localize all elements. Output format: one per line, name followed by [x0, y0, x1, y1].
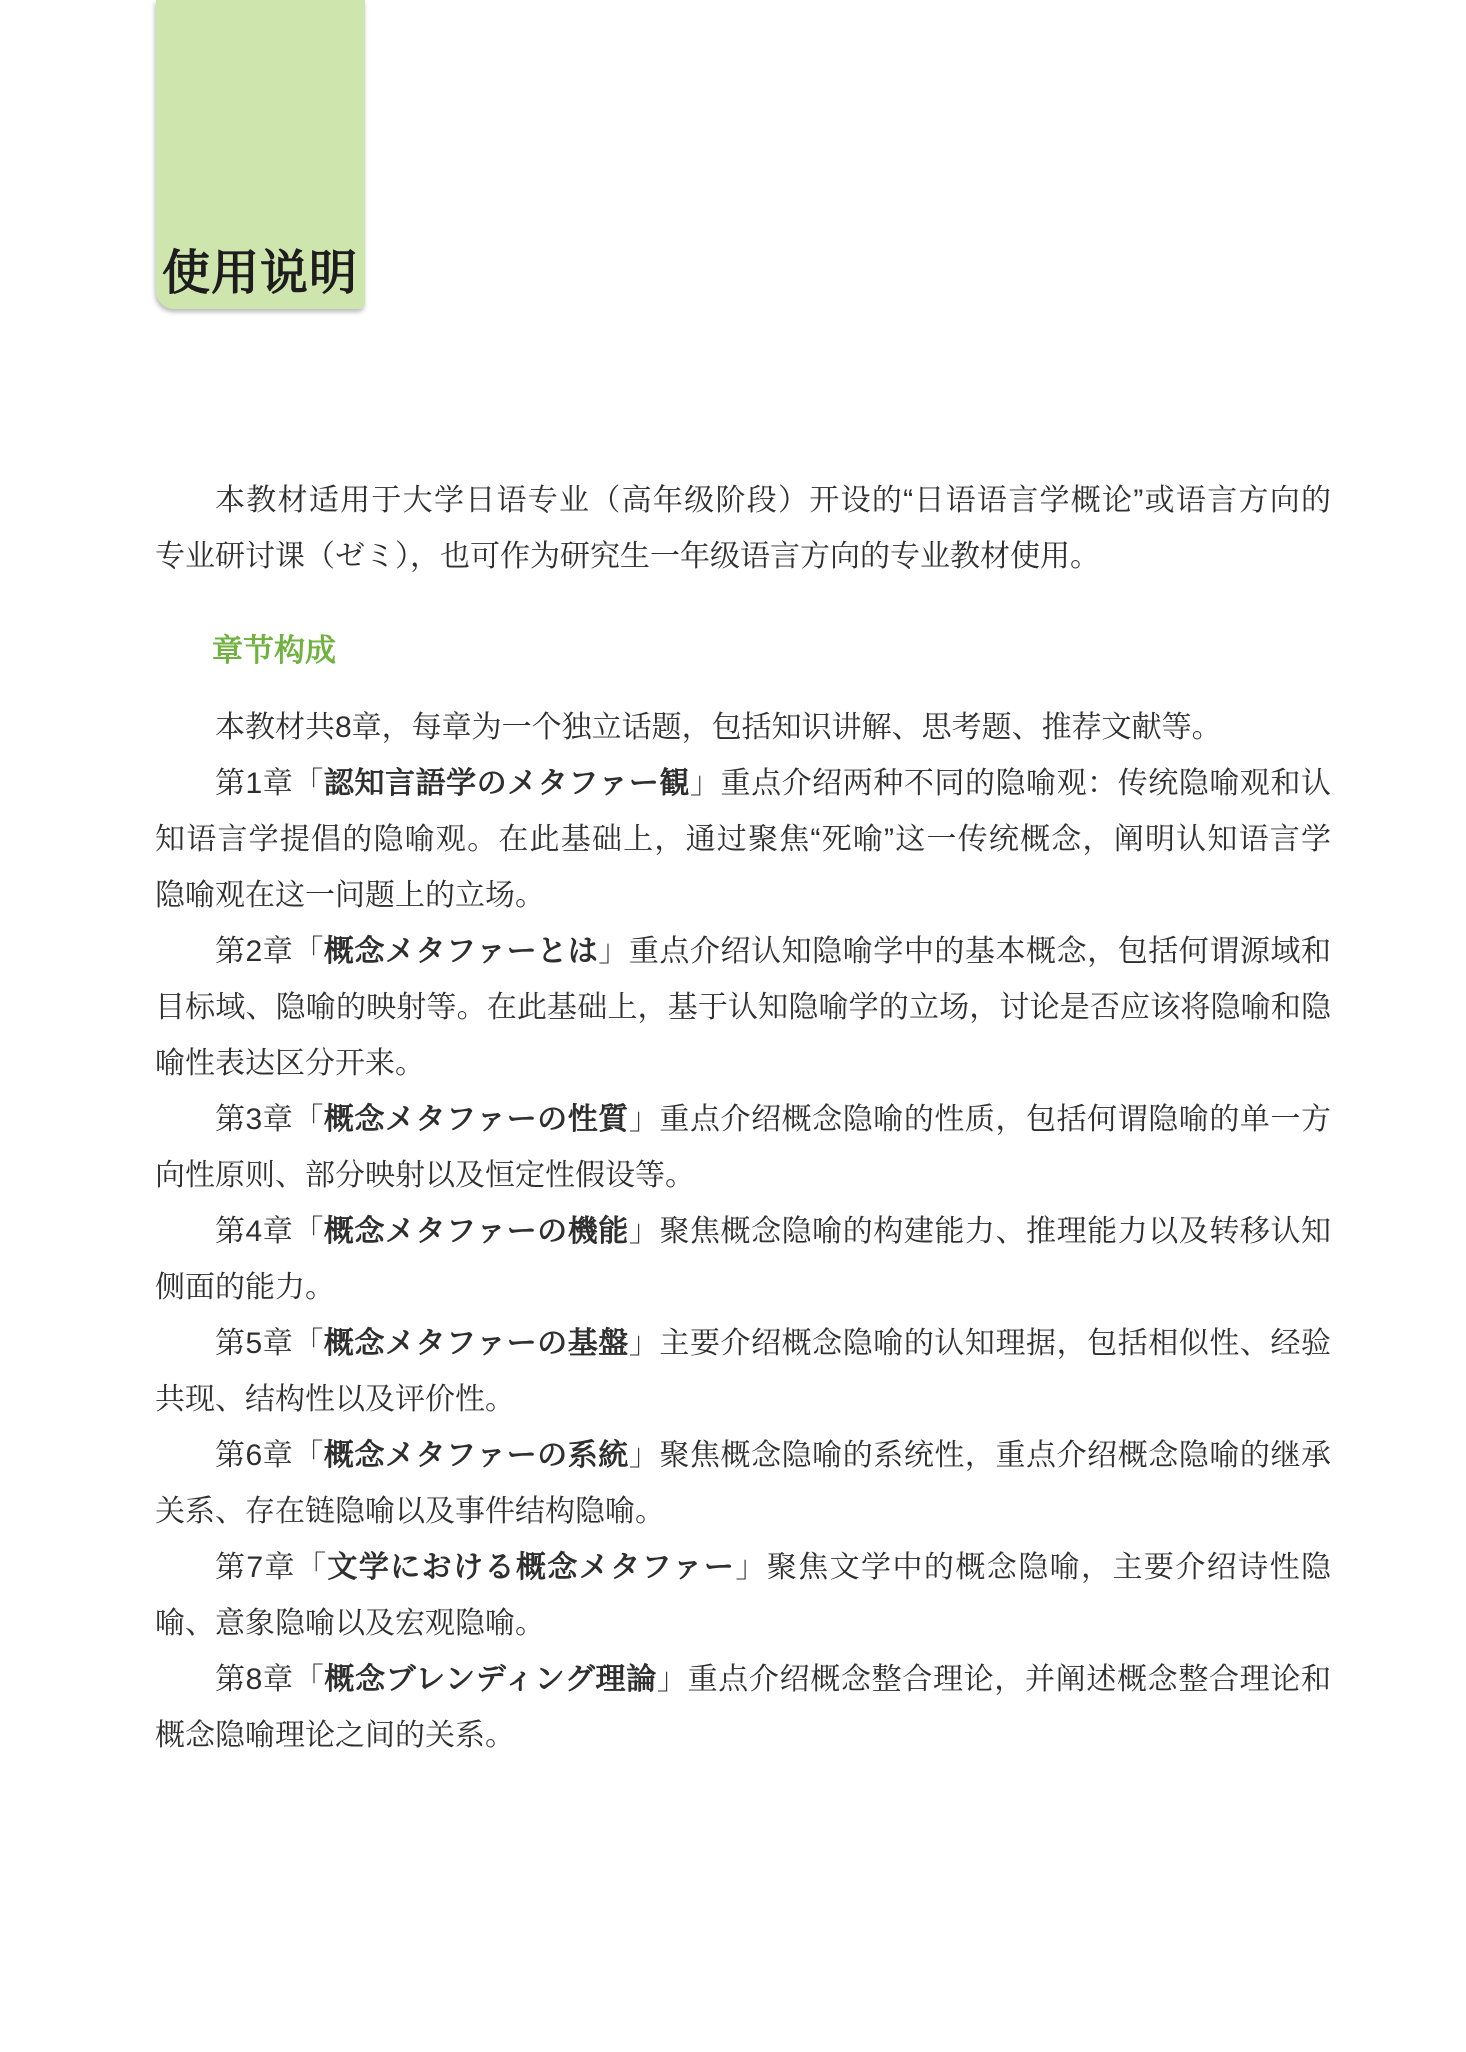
- chapter-paragraph: [155, 1316, 1331, 1428]
- chapter-number: 第5章: [215, 1327, 294, 1360]
- jp-bracket-close: 」: [598, 935, 629, 968]
- chapter-number: 第2章: [215, 935, 294, 968]
- chapter-number: 第7章: [215, 1551, 296, 1584]
- chapter-number: 第1章: [215, 767, 294, 800]
- chapter-line: 侧面的能力。: [155, 1271, 335, 1304]
- chapter-line: 喻、意象隐喻以及宏观隐喻。: [155, 1607, 545, 1640]
- overview-line: 本教材共8章，每章为一个独立话题，包括知识讲解、思考题、推荐文献等。: [215, 711, 1222, 744]
- chapter-line: 向性原则、部分映射以及恒定性假设等。: [155, 1159, 695, 1192]
- overview-paragraph: [155, 700, 1331, 756]
- chapter-first-line: [155, 1540, 1331, 1596]
- chapter-title-jp: 概念メタファーとは: [323, 935, 599, 968]
- chapter-paragraph: [155, 924, 1331, 1092]
- intro-line: 本教材适用于大学日语专业（高年级阶段）开设的“日语语言学概论”或语言方向的: [215, 484, 1331, 517]
- chapter-title-jp: 概念メタファーの基盤: [323, 1327, 629, 1360]
- chapter-paragraph: [155, 1204, 1331, 1316]
- chapter-title-jp: 概念メタファーの機能: [323, 1215, 629, 1248]
- jp-bracket-open: 「: [293, 1215, 324, 1248]
- jp-bracket-close: 」: [628, 1439, 660, 1472]
- chapter-first-line: [155, 756, 1331, 812]
- chapter-number: 第4章: [215, 1215, 294, 1248]
- chapter-number: 第3章: [215, 1103, 294, 1136]
- jp-bracket-open: 「: [293, 935, 324, 968]
- chapter-paragraph: [155, 1092, 1331, 1204]
- chapter-title-jp: 文学における概念メタファー: [327, 1551, 736, 1584]
- chapter-line: 目标域、隐喻的映射等。在此基础上，基于认知隐喻学的立场，讨论是否应该将隐喻和隐: [155, 991, 1331, 1024]
- section-heading: 章节构成: [212, 633, 336, 668]
- intro-line: 专业研讨课（ゼミ），也可作为研究生一年级语言方向的专业教材使用。: [155, 540, 1100, 573]
- chapter-first-line: [155, 1204, 1331, 1260]
- jp-bracket-close: 」: [735, 1551, 767, 1584]
- chapter-number: 第8章: [215, 1663, 294, 1696]
- chapter-paragraph: [155, 1428, 1331, 1540]
- chapter-desc-start: 聚焦文学中的概念隐喻，主要介绍诗性隐: [766, 1551, 1331, 1584]
- chapter-title-jp: 概念ブレンディング理論: [324, 1663, 657, 1696]
- jp-bracket-open: 「: [293, 1103, 324, 1136]
- chapter-title-jp: 概念メタファーの性質: [323, 1103, 629, 1136]
- chapter-first-line: [155, 1428, 1331, 1484]
- intro-paragraph: [155, 473, 1331, 585]
- chapter-first-line: [155, 1652, 1331, 1708]
- chapter-desc-start: 重点介绍两种不同的隐喻观：传统隐喻观和认: [720, 767, 1331, 800]
- chapter-first-line: [155, 1092, 1331, 1148]
- chapter-desc-start: 重点介绍认知隐喻学中的基本概念，包括何谓源域和: [628, 935, 1331, 968]
- jp-bracket-close: 」: [628, 1327, 660, 1360]
- chapter-title-jp: 認知言語学のメタファー観: [323, 767, 690, 800]
- chapter-line: 关系、存在链隐喻以及事件结构隐喻。: [155, 1495, 665, 1528]
- jp-bracket-close: 」: [656, 1663, 688, 1696]
- page-title: 使用说明: [162, 247, 359, 300]
- chapter-line: 共现、结构性以及评价性。: [155, 1383, 515, 1416]
- chapter-line: 喻性表达区分开来。: [155, 1047, 425, 1080]
- chapter-first-line: [155, 924, 1331, 980]
- chapter-number: 第6章: [215, 1439, 294, 1472]
- chapter-first-line: [155, 1316, 1331, 1372]
- chapter-line: 隐喻观在这一问题上的立场。: [155, 879, 545, 912]
- content-area: [155, 473, 1331, 1764]
- chapter-desc-start: 重点介绍概念整合理论，并阐述概念整合理论和: [687, 1663, 1331, 1696]
- chapter-title-jp: 概念メタファーの系統: [323, 1439, 629, 1472]
- chapter-desc-start: 主要介绍概念隐喻的认知理据，包括相似性、经验: [659, 1327, 1331, 1360]
- jp-bracket-close: 」: [628, 1215, 660, 1248]
- jp-bracket-open: 「: [295, 1551, 328, 1584]
- jp-bracket-open: 「: [293, 1663, 325, 1696]
- jp-bracket-open: 「: [293, 767, 324, 800]
- chapter-list: [155, 756, 1331, 1764]
- jp-bracket-open: 「: [293, 1439, 324, 1472]
- chapter-line: 知语言学提倡的隐喻观。在此基础上，通过聚焦“死喻”这一传统概念，阐明认知语言学: [155, 823, 1331, 856]
- title-banner: [156, 0, 365, 309]
- chapter-paragraph: [155, 756, 1331, 924]
- chapter-paragraph: [155, 1540, 1331, 1652]
- jp-bracket-close: 」: [689, 767, 721, 800]
- chapter-line: 概念隐喻理论之间的关系。: [155, 1719, 515, 1752]
- chapter-desc-start: 聚焦概念隐喻的构建能力、推理能力以及转移认知: [659, 1215, 1331, 1248]
- chapter-paragraph: [155, 1652, 1331, 1764]
- chapter-desc-start: 重点介绍概念隐喻的性质，包括何谓隐喻的单一方: [659, 1103, 1331, 1136]
- jp-bracket-open: 「: [293, 1327, 324, 1360]
- jp-bracket-close: 」: [628, 1103, 660, 1136]
- chapter-desc-start: 聚焦概念隐喻的系统性，重点介绍概念隐喻的继承: [659, 1439, 1331, 1472]
